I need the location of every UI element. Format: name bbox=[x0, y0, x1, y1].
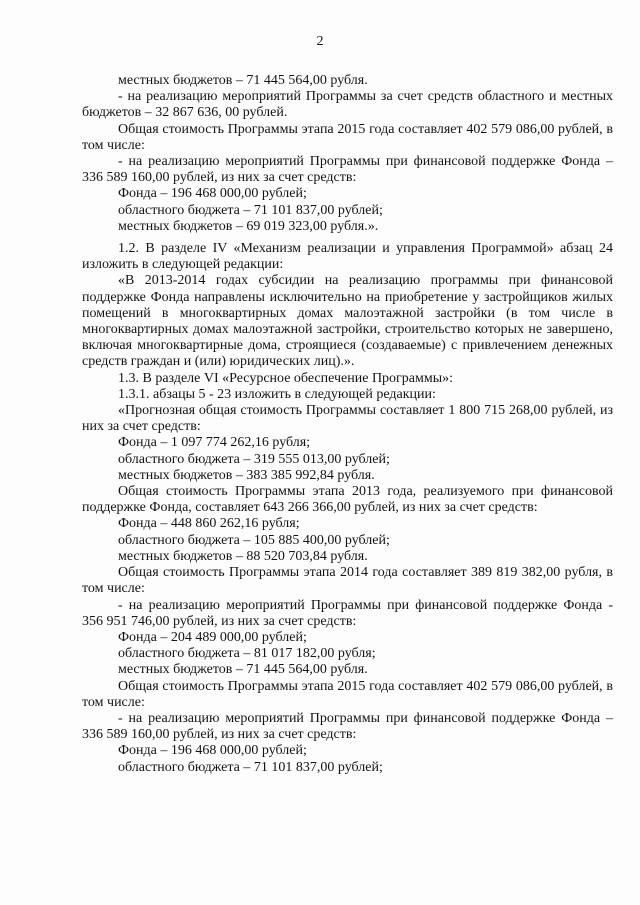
paragraph: Фонда – 196 468 000,00 рублей; bbox=[118, 743, 307, 759]
paragraph: Общая стоимость Программы этапа 2015 года составляет 402 579 086,00 рублей, в том числе: bbox=[82, 678, 613, 710]
paragraph: Фонда – 448 860 262,16 рубля; bbox=[118, 516, 300, 532]
paragraph: Общая стоимость Программы этапа 2015 года составляет 402 579 086,00 рублей, в том числе: bbox=[82, 121, 613, 153]
paragraph: Фонда – 204 489 000,00 рублей; bbox=[118, 629, 307, 645]
paragraph: областного бюджета – 71 101 837,00 рублей; bbox=[118, 202, 383, 218]
paragraph: областного бюджета – 319 555 013,00 рублей; bbox=[118, 451, 390, 467]
paragraph: областного бюджета – 71 101 837,00 рублей; bbox=[118, 759, 383, 775]
paragraph: - на реализацию мероприятий Программы при финансовой поддержке Фонда - 356 951 746,00 рублей, из них за счет средств: bbox=[82, 597, 613, 629]
paragraph: - на реализацию мероприятий Программы при финансовой поддержке Фонда – 336 589 160,00 рублей, из них за счет средств: bbox=[82, 154, 613, 186]
paragraph: «Прогнозная общая стоимость Программы составляет 1 800 715 268,00 рублей, из них за счет средств: bbox=[82, 403, 613, 435]
paragraph: - на реализацию мероприятий Программы при финансовой поддержке Фонда – 336 589 160,00 рублей, из них за счет средств: bbox=[82, 710, 613, 743]
paragraph: 1.2. В разделе IV «Механизм реализации и управления Программой» абзац 24 изложить в следующей редакции: bbox=[82, 241, 613, 273]
paragraph: «В 2013-2014 годах субсидии на реализацию программы при финансовой поддержке Фонда направлены исключительно на приобретение у застройщиков жилых помещений в многоквартирных домах малоэтажной застройки (в том числе в многоквартирных домах малоэтажной застройки, строительство которых не завершено, включая многоквартирные дома, строящиеся (создаваемые) с привлечением денежных средств граждан и (или) юридических лиц).». bbox=[82, 273, 613, 370]
paragraph: областного бюджета – 105 885 400,00 рублей; bbox=[118, 532, 390, 548]
paragraph: - на реализацию мероприятий Программы за счет средств областного и местных бюджетов – 32 867 636, 00 рублей. bbox=[82, 89, 613, 121]
paragraph: местных бюджетов – 69 019 323,00 рубля.». bbox=[118, 218, 379, 234]
paragraph: местных бюджетов – 383 385 992,84 рубля. bbox=[118, 467, 375, 483]
paragraph: Общая стоимость Программы этапа 2014 года составляет 389 819 382,00 рубля, в том числе: bbox=[82, 565, 613, 597]
paragraph: местных бюджетов – 88 520 703,84 рубля. bbox=[118, 548, 368, 564]
paragraph: местных бюджетов – 71 445 564,00 рубля. bbox=[118, 662, 368, 678]
paragraph: областного бюджета – 81 017 182,00 рубля; bbox=[118, 646, 376, 662]
paragraph: Фонда – 196 468 000,00 рублей; bbox=[118, 186, 307, 202]
paragraph: Фонда – 1 097 774 262,16 рубля; bbox=[118, 435, 311, 451]
page-number: 2 bbox=[316, 34, 324, 49]
paragraph: 1.3. В разделе VI «Ресурсное обеспечение Программы»: bbox=[118, 370, 454, 386]
paragraph: местных бюджетов – 71 445 564,00 рубля. bbox=[118, 73, 368, 88]
paragraph: 1.3.1. абзацы 5 - 23 изложить в следующей редакции: bbox=[118, 386, 436, 402]
document-body bbox=[82, 73, 613, 776]
paragraph: Общая стоимость Программы этапа 2013 года, реализуемого при финансовой поддержке Фонда, составляет 643 266 366,00 рублей, из них за счет средств: bbox=[82, 484, 613, 516]
